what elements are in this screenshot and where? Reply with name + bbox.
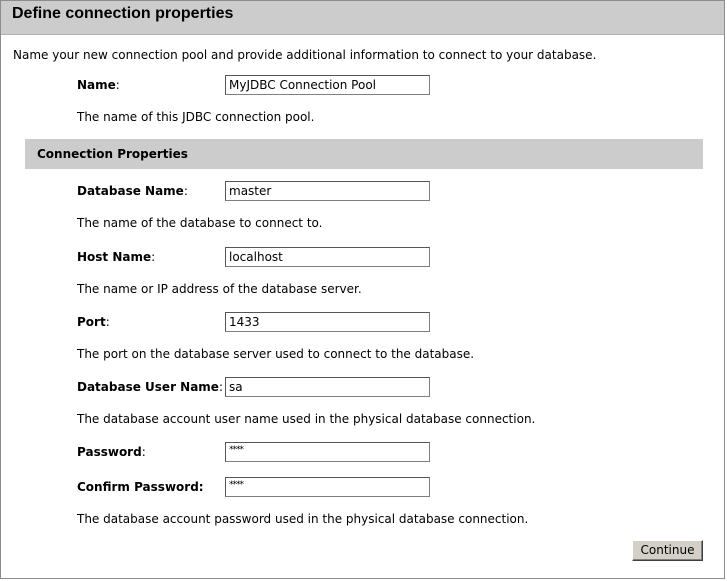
section-title: Connection Properties — [37, 147, 188, 161]
port-label: Port: — [77, 315, 110, 329]
host-name-description: The name or IP address of the database server. — [77, 282, 362, 296]
connection-properties-header — [25, 139, 703, 169]
database-name-label: Database Name: — [77, 184, 188, 198]
confirm-password-input[interactable]: **** — [225, 477, 430, 497]
name-description: The name of this JDBC connection pool. — [77, 110, 315, 124]
db-user-label: Database User Name: — [77, 380, 223, 394]
page-title: Define connection properties — [12, 5, 234, 22]
host-name-label: Host Name: — [77, 250, 156, 264]
port-input[interactable]: 1433 — [225, 312, 430, 332]
continue-button[interactable]: Continue — [632, 540, 703, 561]
host-name-input[interactable]: localhost — [225, 247, 430, 267]
db-user-description: The database account user name used in the physical database connection. — [77, 412, 536, 426]
confirm-password-label: Confirm Password: — [77, 480, 204, 494]
port-description: The port on the database server used to connect to the database. — [77, 347, 475, 361]
password-description: The database account password used in the physical database connection. — [77, 512, 529, 526]
db-user-input[interactable]: sa — [225, 377, 430, 397]
name-input[interactable]: MyJDBC Connection Pool — [225, 75, 430, 95]
title-bar — [1, 1, 724, 35]
database-name-description: The name of the database to connect to. — [77, 216, 323, 230]
password-input[interactable]: **** — [225, 442, 430, 462]
password-label: Password: — [77, 445, 146, 459]
name-label: Name: — [77, 78, 120, 92]
intro-text: Name your new connection pool and provide additional information to connect to your database. — [13, 48, 597, 62]
database-name-input[interactable]: master — [225, 181, 430, 201]
